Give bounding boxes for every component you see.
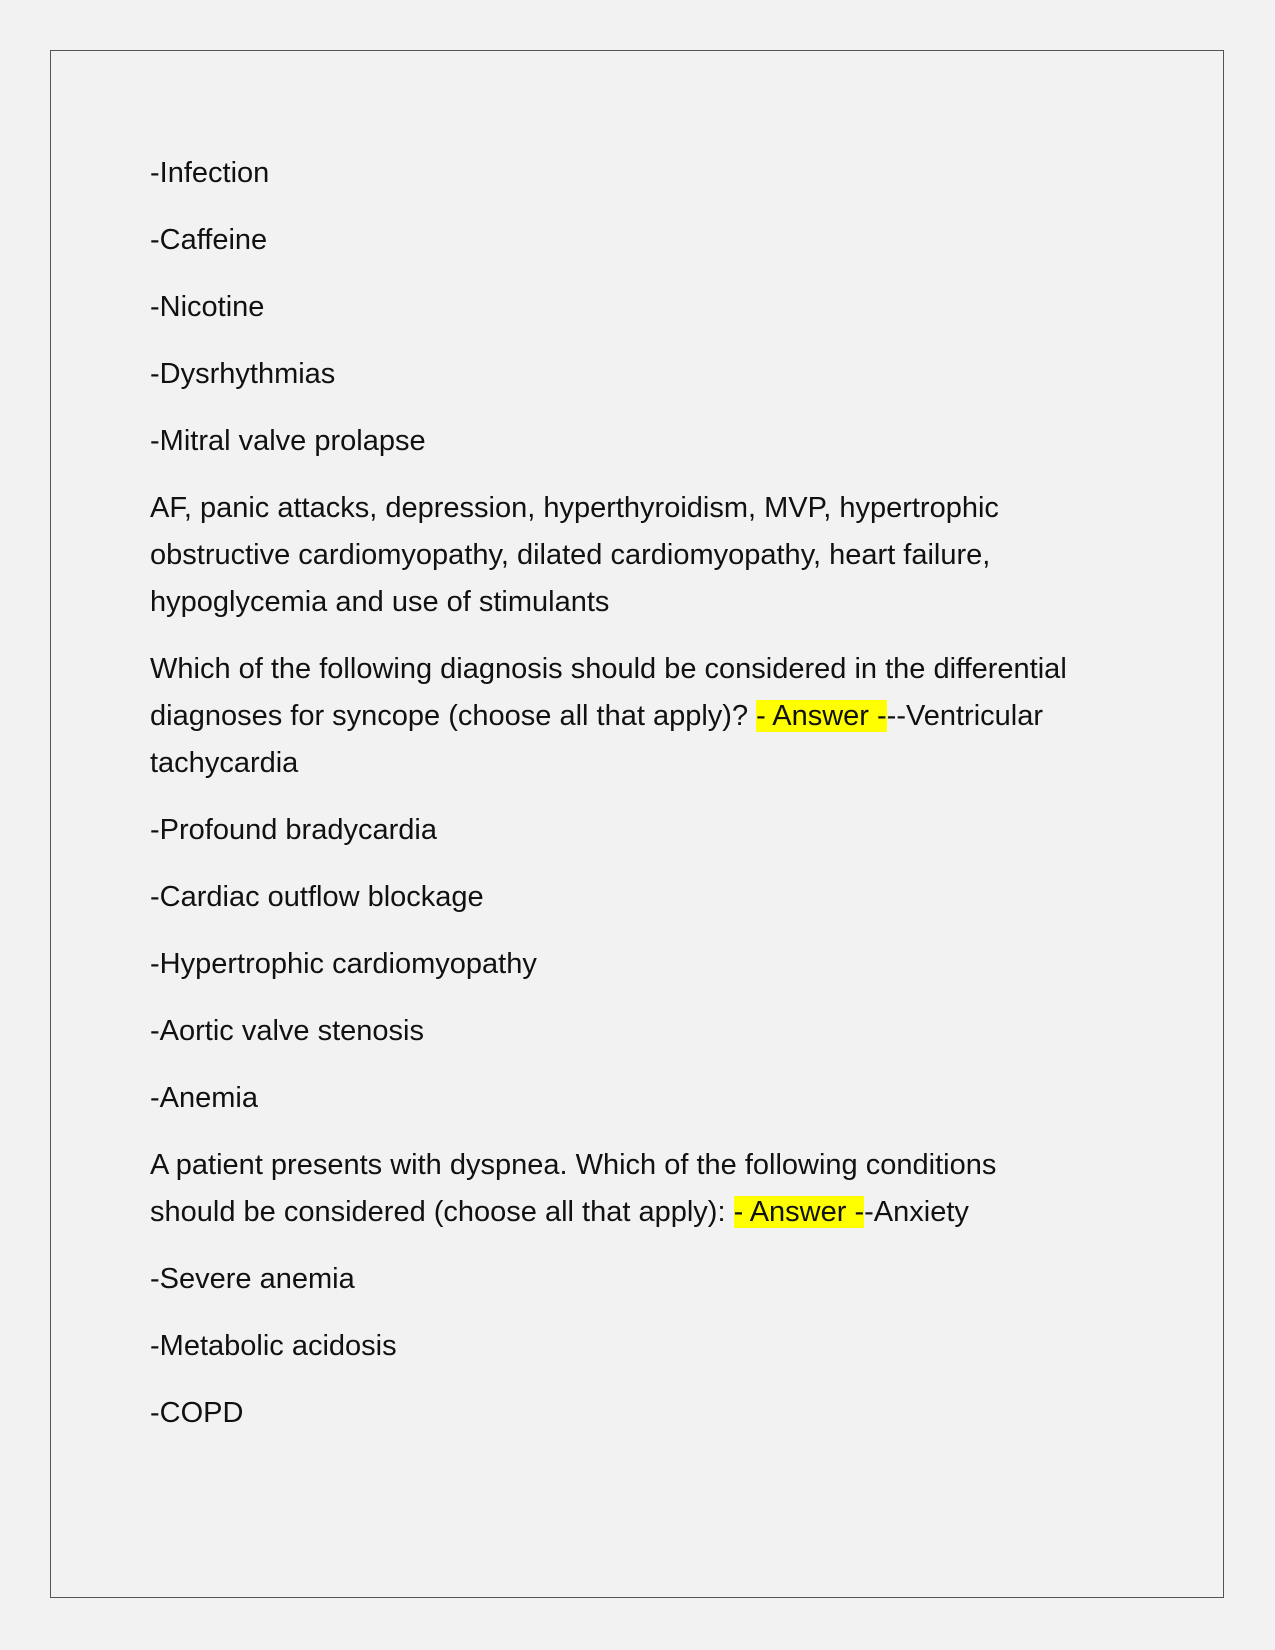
question-syncope — [150, 646, 1080, 787]
document-body — [150, 150, 1080, 1457]
answer-label: - Answer - — [733, 1196, 865, 1228]
list-item: -Anemia — [150, 1082, 258, 1114]
list-item: -Profound bradycardia — [150, 814, 437, 846]
list-item: -Cardiac outflow blockage — [150, 881, 484, 913]
question-dyspnea — [150, 1142, 1080, 1236]
paragraph-conditions: AF, panic attacks, depression, hyperthyroidism, MVP, hypertrophic obstructive cardiomyopathy, dilated cardiomyopathy, heart failure, hypoglycemia and use of stimulants — [150, 492, 999, 618]
list-item: -Severe anemia — [150, 1263, 355, 1295]
list-item: -Mitral valve prolapse — [150, 425, 426, 457]
answer-text: -Anxiety — [864, 1196, 969, 1228]
list-item: -COPD — [150, 1397, 244, 1429]
list-item: -Dysrhythmias — [150, 358, 336, 390]
list-item: -Hypertrophic cardiomyopathy — [150, 948, 537, 980]
list-item: -Caffeine — [150, 224, 268, 256]
list-item: -Metabolic acidosis — [150, 1330, 397, 1362]
list-item: -Aortic valve stenosis — [150, 1015, 424, 1047]
list-item: -Nicotine — [150, 291, 265, 323]
question-text: A patient presents with dyspnea. Which of the following conditions should be considered (choose all that apply): — [150, 1149, 997, 1228]
answer-text: --Ventricular tachycardia — [150, 700, 1043, 779]
list-item: -Infection — [150, 157, 270, 189]
answer-label: - Answer - — [756, 700, 887, 732]
question-text: Which of the following diagnosis should be considered in the differential diagnoses for syncope (choose all that apply)? — [150, 653, 1067, 732]
